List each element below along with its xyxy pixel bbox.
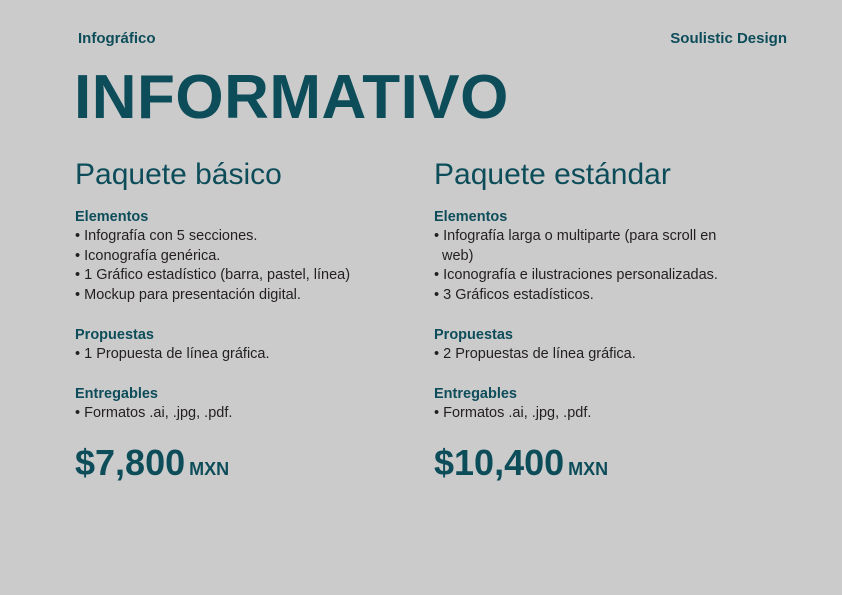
- list-item: • Mockup para presentación digital.: [75, 286, 375, 306]
- section-label: Elementos: [75, 209, 149, 225]
- list-item: • 3 Gráficos estadísticos.: [434, 286, 734, 306]
- price-row: [434, 442, 734, 484]
- proposals-section: [434, 325, 734, 365]
- brand-name: Soulistic Design: [670, 30, 787, 47]
- price-currency: MXN: [568, 459, 609, 480]
- list-item: • Iconografía e ilustraciones personalizadas.: [434, 266, 734, 286]
- list-item: • Formatos .ai, .jpg, .pdf.: [75, 404, 375, 424]
- price-row: [75, 442, 375, 484]
- proposals-list: [434, 345, 734, 365]
- deliverables-section: [434, 384, 734, 424]
- elements-list: [75, 227, 375, 306]
- section-label: Entregables: [434, 385, 517, 402]
- elements-section: [75, 207, 375, 306]
- list-item: • Infografía con 5 secciones.: [75, 227, 375, 247]
- page-title: INFORMATIVO: [74, 63, 509, 132]
- list-item: • Infografía larga o multiparte (para scroll en web): [434, 227, 734, 266]
- section-label: Propuestas: [75, 326, 154, 343]
- package-basic: [75, 156, 375, 484]
- deliverables-section: [75, 384, 375, 424]
- package-title: Paquete estándar: [434, 158, 671, 191]
- list-item: • 1 Propuesta de línea gráfica.: [75, 345, 375, 365]
- price-value: $10,400: [434, 442, 565, 484]
- package-title: Paquete básico: [75, 158, 282, 191]
- package-standard: [434, 156, 734, 484]
- proposals-section: [75, 325, 375, 365]
- list-item: • 1 Gráfico estadístico (barra, pastel, línea): [75, 266, 375, 286]
- section-label: Elementos: [434, 209, 508, 225]
- price-value: $7,800: [75, 442, 186, 484]
- deliverables-list: [75, 404, 375, 424]
- list-item: • Formatos .ai, .jpg, .pdf.: [434, 404, 734, 424]
- deliverables-list: [434, 404, 734, 424]
- category-label: Infográfico: [78, 30, 156, 47]
- section-label: Propuestas: [434, 326, 513, 343]
- list-item: • Iconografía genérica.: [75, 247, 375, 267]
- section-label: Entregables: [75, 385, 158, 402]
- elements-section: [434, 207, 734, 306]
- elements-list: [434, 227, 734, 306]
- price-currency: MXN: [189, 459, 230, 480]
- proposals-list: [75, 345, 375, 365]
- list-item: • 2 Propuestas de línea gráfica.: [434, 345, 734, 365]
